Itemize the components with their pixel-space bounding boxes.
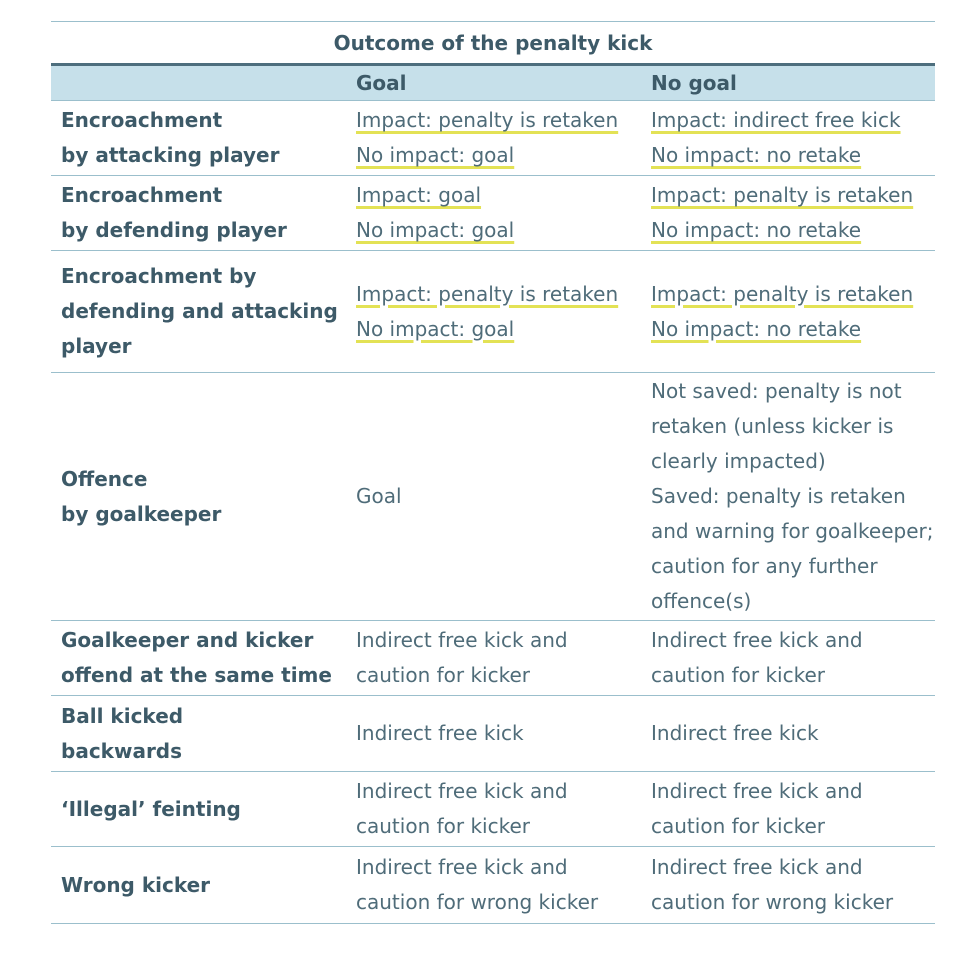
goal-outcome-line: No impact: goal	[356, 218, 515, 242]
goal-cell	[346, 176, 641, 250]
no-goal-outcome-line: Indirect free kick and	[651, 779, 863, 803]
offence-cell	[51, 101, 346, 175]
penalty-outcome-table	[51, 21, 935, 924]
offence-line: Encroachment	[61, 108, 223, 132]
no-goal-cell	[641, 101, 935, 175]
no-goal-cell	[641, 696, 935, 771]
header-offence	[51, 66, 346, 100]
goal-outcome-line: Indirect free kick and	[356, 779, 568, 803]
goal-outcome-line: Indirect free kick and	[356, 855, 568, 879]
goal-cell	[346, 251, 641, 372]
goal-cell	[346, 847, 641, 923]
offence-line: Offence	[61, 466, 148, 491]
no-goal-outcome-line: No impact: no retake	[651, 316, 862, 341]
goal-outcome-line: Indirect free kick	[356, 721, 524, 745]
header-goal: Goal	[356, 71, 407, 95]
no-goal-cell	[641, 251, 935, 372]
no-goal-outcome-line: clearly impacted)	[651, 449, 826, 473]
no-goal-cell	[641, 847, 935, 923]
goal-outcome-line: Impact: penalty is retaken	[356, 281, 619, 306]
no-goal-outcome-line: Saved: penalty is retaken	[651, 484, 906, 508]
offence-line: by attacking player	[61, 143, 280, 167]
offence-line: by goalkeeper	[61, 501, 222, 526]
offence-line: Encroachment	[61, 183, 223, 207]
offence-cell	[51, 696, 346, 771]
offence-line: backwards	[61, 738, 183, 763]
offence-cell	[51, 373, 346, 620]
offence-line: Goalkeeper and kicker	[61, 628, 314, 652]
no-goal-outcome-line: Indirect free kick and	[651, 628, 863, 652]
offence-line: by defending player	[61, 218, 287, 242]
table-row	[51, 101, 935, 176]
no-goal-outcome-line: Impact: penalty is retaken	[651, 281, 914, 306]
no-goal-outcome-line: and warning for goalkeeper;	[651, 519, 934, 543]
goal-cell	[346, 772, 641, 846]
no-goal-outcome-line: Indirect free kick	[651, 721, 819, 745]
no-goal-cell	[641, 772, 935, 846]
no-goal-outcome-line: caution for kicker	[651, 663, 825, 687]
no-goal-outcome-line: offence(s)	[651, 589, 752, 613]
goal-cell	[346, 101, 641, 175]
offence-line: Ball kicked	[61, 703, 184, 728]
no-goal-outcome-line: retaken (unless kicker is	[651, 414, 894, 438]
no-goal-outcome-line: caution for wrong kicker	[651, 890, 894, 914]
goal-outcome-line: Impact: goal	[356, 183, 482, 207]
no-goal-outcome-line: No impact: no retake	[651, 218, 862, 242]
offence-line: defending and attacking	[61, 299, 338, 323]
table-row	[51, 373, 935, 621]
offence-line: Encroachment by	[61, 264, 257, 288]
table-caption: Outcome of the penalty kick	[333, 30, 653, 55]
goal-cell	[346, 373, 641, 620]
goal-outcome-line: Goal	[356, 484, 402, 508]
no-goal-outcome-line: Not saved: penalty is not	[651, 379, 902, 403]
goal-outcome-line: caution for kicker	[356, 663, 530, 687]
no-goal-cell	[641, 176, 935, 250]
no-goal-outcome-line: Indirect free kick and	[651, 855, 863, 879]
offence-cell	[51, 176, 346, 250]
table-header-row	[51, 63, 935, 101]
goal-outcome-line: Indirect free kick and	[356, 628, 568, 652]
table-row	[51, 847, 935, 924]
header-no-goal: No goal	[651, 71, 737, 95]
no-goal-outcome-line: No impact: no retake	[651, 143, 862, 167]
goal-outcome-line: No impact: goal	[356, 316, 515, 341]
table-row	[51, 772, 935, 847]
table-row	[51, 251, 935, 373]
offence-cell	[51, 847, 346, 923]
no-goal-outcome-line: Impact: penalty is retaken	[651, 183, 914, 207]
goal-cell	[346, 621, 641, 695]
table-row	[51, 696, 935, 772]
offence-line: Wrong kicker	[61, 872, 211, 897]
no-goal-outcome-line: caution for any further	[651, 554, 878, 578]
goal-outcome-line: caution for kicker	[356, 814, 530, 838]
goal-outcome-line: No impact: goal	[356, 143, 515, 167]
no-goal-cell	[641, 621, 935, 695]
offence-line: ‘Illegal’ feinting	[61, 796, 241, 821]
goal-cell	[346, 696, 641, 771]
goal-outcome-line: caution for wrong kicker	[356, 890, 599, 914]
table-row	[51, 176, 935, 251]
no-goal-outcome-line: Impact: indirect free kick	[651, 108, 901, 132]
offence-cell	[51, 251, 346, 372]
offence-line: offend at the same time	[61, 663, 332, 687]
goal-outcome-line: Impact: penalty is retaken	[356, 108, 619, 132]
no-goal-outcome-line: caution for kicker	[651, 814, 825, 838]
no-goal-cell	[641, 373, 935, 620]
offence-line: player	[61, 334, 132, 358]
table-row	[51, 621, 935, 696]
offence-cell	[51, 621, 346, 695]
offence-cell	[51, 772, 346, 846]
